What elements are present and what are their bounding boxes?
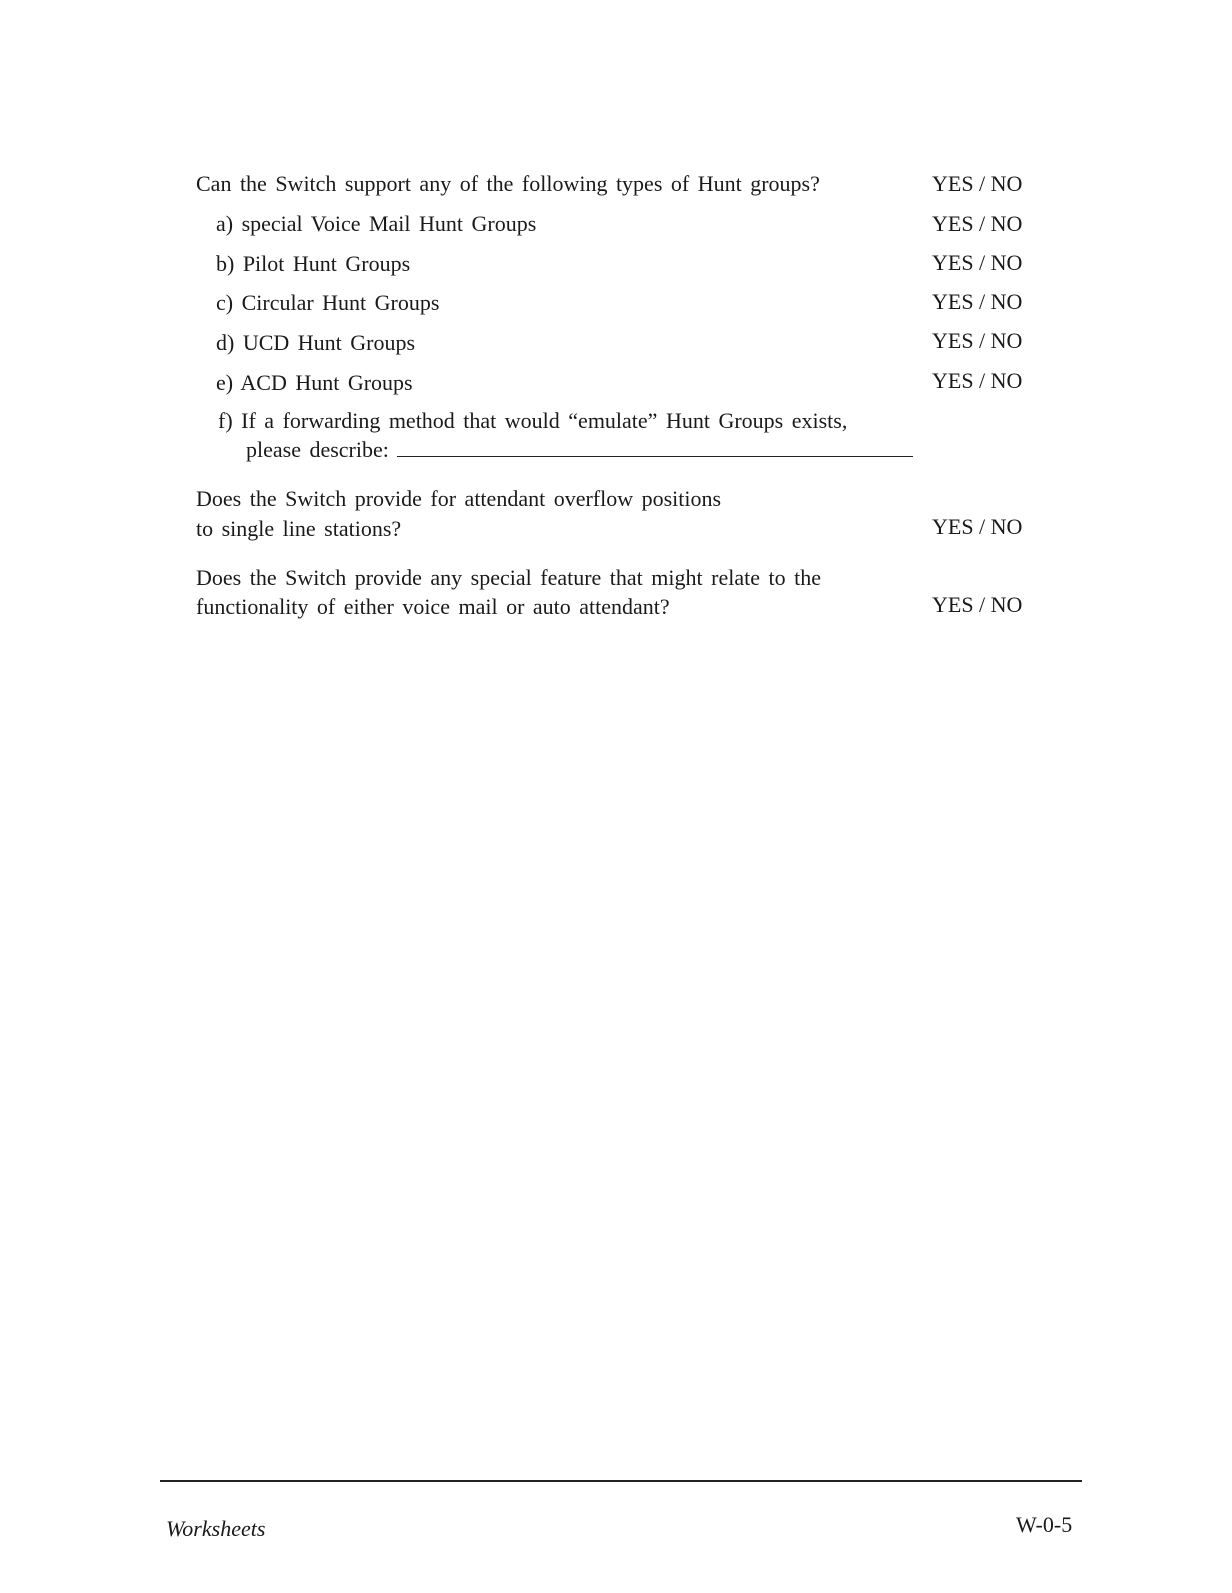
special-feature-answer[interactable]: YES / NO [932,592,1023,617]
describe-answer-line[interactable] [397,438,913,457]
footer-divider [160,1480,1082,1482]
item-a-label: a) special Voice Mail Hunt Groups [216,211,537,236]
item-d-label: d) UCD Hunt Groups [216,330,416,355]
overflow-answer[interactable]: YES / NO [932,514,1023,539]
item-b-label: b) Pilot Hunt Groups [216,251,411,276]
special-feature-question-line2: functionality of either voice mail or auto attendant? [196,594,670,619]
overflow-question-line1: Does the Switch provide for attendant overflow positions [196,486,722,511]
item-c-answer[interactable]: YES / NO [932,289,1023,314]
footer-section-title: Worksheets [166,1516,266,1541]
item-c-label: c) Circular Hunt Groups [216,290,440,315]
item-d-answer[interactable]: YES / NO [932,328,1023,353]
item-e-label: e) ACD Hunt Groups [216,370,413,395]
item-b-answer[interactable]: YES / NO [932,250,1023,275]
item-f-describe [246,437,913,463]
item-f-text: f) If a forwarding method that would “emulate” Hunt Groups exists, [218,408,848,433]
item-f-describe-label: please describe: [246,437,389,462]
item-e-answer[interactable]: YES / NO [932,368,1023,393]
item-a-answer[interactable]: YES / NO [932,211,1023,236]
overflow-question-line2: to single line stations? [196,516,402,541]
footer-page-number: W-0-5 [1016,1512,1073,1537]
hunt-groups-question: Can the Switch support any of the following types of Hunt groups? [196,171,820,196]
hunt-groups-answer[interactable]: YES / NO [932,171,1023,196]
special-feature-question-line1: Does the Switch provide any special feature that might relate to the [196,565,821,590]
